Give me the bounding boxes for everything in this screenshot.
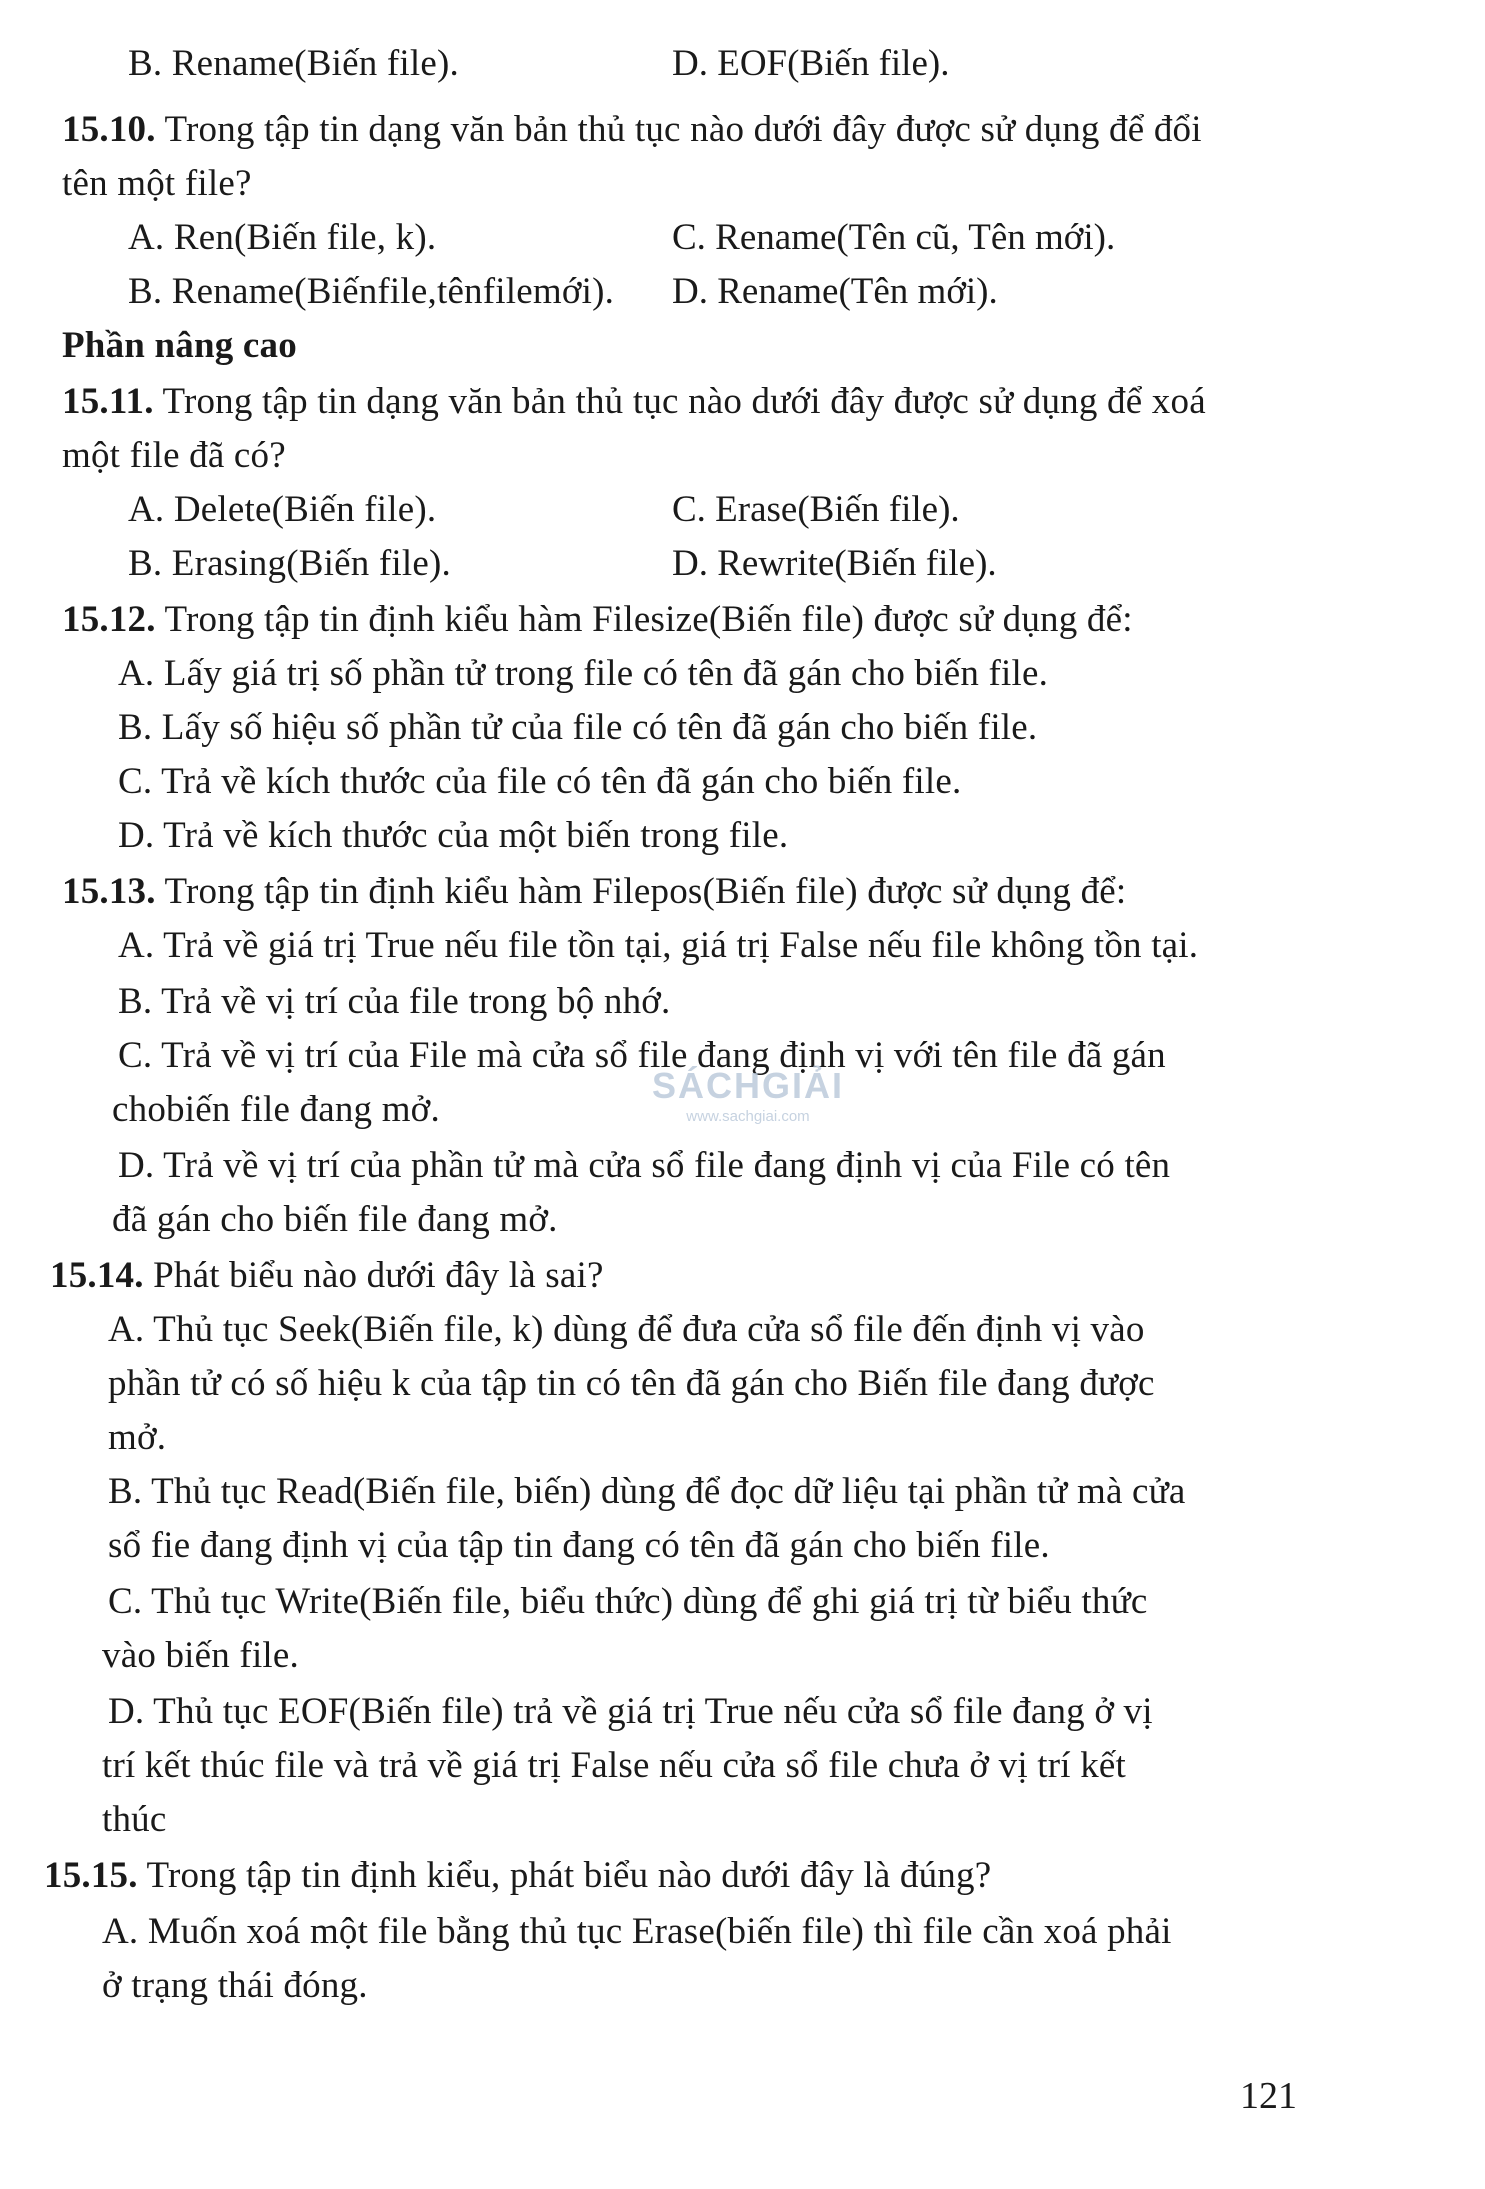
question-text: Trong tập tin định kiểu hàm Filepos(Biến file) được sử dụng để:	[155, 871, 1127, 912]
watermark-url: www.sachgiai.com	[686, 1108, 810, 1125]
option-line: D. Thủ tục EOF(Biến file) trả về giá trị True nếu cửa sổ file đang ở vị	[108, 1691, 1153, 1732]
option-right: D. Rewrite(Biến file).	[672, 543, 997, 584]
question-number: 15.13.	[62, 871, 156, 912]
option-line: A. Trả về giá trị True nếu file tồn tại, giá trị False nếu file không tồn tại.	[118, 925, 1199, 966]
option-left: B. Erasing(Biến file).	[128, 543, 451, 584]
option-line: A. Muốn xoá một file bằng thủ tục Erase(biến file) thì file cần xoá phải	[102, 1911, 1172, 1952]
question-text: Trong tập tin định kiểu, phát biểu nào dưới đây là đúng?	[137, 1855, 992, 1896]
option-continuation: mở.	[108, 1417, 167, 1458]
option-right: D. Rename(Tên mới).	[672, 271, 998, 312]
option-line	[128, 270, 614, 314]
option-line: A. Lấy giá trị số phần tử trong file có tên đã gán cho biến file.	[118, 653, 1049, 694]
question-text: Phát biểu nào dưới đây là sai?	[143, 1255, 604, 1296]
question-number: 15.12.	[62, 599, 156, 640]
option-left: B. Rename(Biến file).	[128, 43, 459, 84]
option-line: B. Lấy số hiệu số phần tử của file có tên đã gán cho biến file.	[118, 707, 1038, 748]
section-heading: Phần nâng cao	[62, 325, 297, 366]
option-line	[128, 488, 436, 532]
question-number: 15.11.	[62, 381, 154, 422]
question-text: Trong tập tin định kiểu hàm Filesize(Biến file) được sử dụng để:	[155, 599, 1133, 640]
option-line: D. Trả về kích thước của một biến trong file.	[118, 815, 789, 856]
option-line: C. Thủ tục Write(Biến file, biểu thức) dùng để ghi giá trị từ biểu thức	[108, 1581, 1148, 1622]
option-right: C. Erase(Biến file).	[672, 489, 960, 530]
question-number: 15.10.	[62, 109, 156, 150]
question-line	[62, 380, 1206, 424]
option-continuation: chobiến file đang mở.	[112, 1089, 440, 1130]
option-continuation: ở trạng thái đóng.	[102, 1965, 368, 2006]
option-continuation: phần tử có số hiệu k của tập tin có tên đã gán cho Biến file đang được	[108, 1363, 1155, 1404]
option-line	[128, 42, 459, 86]
option-right: D. EOF(Biến file).	[672, 43, 950, 84]
option-continuation: thúc	[102, 1799, 167, 1840]
option-line	[128, 542, 451, 586]
question-line	[62, 598, 1133, 642]
question-text: Trong tập tin dạng văn bản thủ tục nào dưới đây được sử dụng để xoá	[153, 381, 1206, 422]
option-continuation: sổ fie đang định vị của tập tin đang có tên đã gán cho biến file.	[108, 1525, 1050, 1566]
question-number: 15.15.	[44, 1855, 138, 1896]
question-text: Trong tập tin dạng văn bản thủ tục nào dưới đây được sử dụng để đổi	[155, 109, 1202, 150]
option-left: A. Delete(Biến file).	[128, 489, 437, 530]
question-line	[62, 108, 1202, 152]
watermark-logo: SÁCHGIẢI	[651, 1065, 844, 1106]
question-number: 15.14.	[50, 1255, 144, 1296]
watermark	[648, 1064, 848, 1144]
option-line: C. Trả về vị trí của File mà cửa sổ file đang định vị với tên file đã gán	[118, 1035, 1166, 1076]
question-line	[50, 1254, 604, 1298]
option-line: B. Thủ tục Read(Biến file, biến) dùng để đọc dữ liệu tại phần tử mà cửa	[108, 1471, 1186, 1512]
option-line: C. Trả về kích thước của file có tên đã gán cho biến file.	[118, 761, 962, 802]
question-continuation: một file đã có?	[62, 435, 286, 476]
option-line	[128, 216, 436, 260]
option-continuation: đã gán cho biến file đang mở.	[112, 1199, 558, 1240]
question-continuation: tên một file?	[62, 163, 252, 204]
option-line: D. Trả về vị trí của phần tử mà cửa sổ file đang định vị của File có tên	[118, 1145, 1171, 1186]
page-number: 121	[1240, 2075, 1297, 2117]
option-continuation: trí kết thúc file và trả về giá trị False nếu cửa sổ file chưa ở vị trí kết	[102, 1745, 1126, 1786]
option-right: C. Rename(Tên cũ, Tên mới).	[672, 217, 1116, 258]
option-line: B. Trả về vị trí của file trong bộ nhớ.	[118, 981, 671, 1022]
option-left: A. Ren(Biến file, k).	[128, 217, 437, 258]
question-line	[62, 870, 1126, 914]
question-line	[44, 1854, 991, 1898]
option-line: A. Thủ tục Seek(Biến file, k) dùng để đưa cửa sổ file đến định vị vào	[108, 1309, 1145, 1350]
option-continuation: vào biến file.	[102, 1635, 299, 1676]
option-left: B. Rename(Biếnfile,tênfilemới).	[128, 271, 615, 312]
